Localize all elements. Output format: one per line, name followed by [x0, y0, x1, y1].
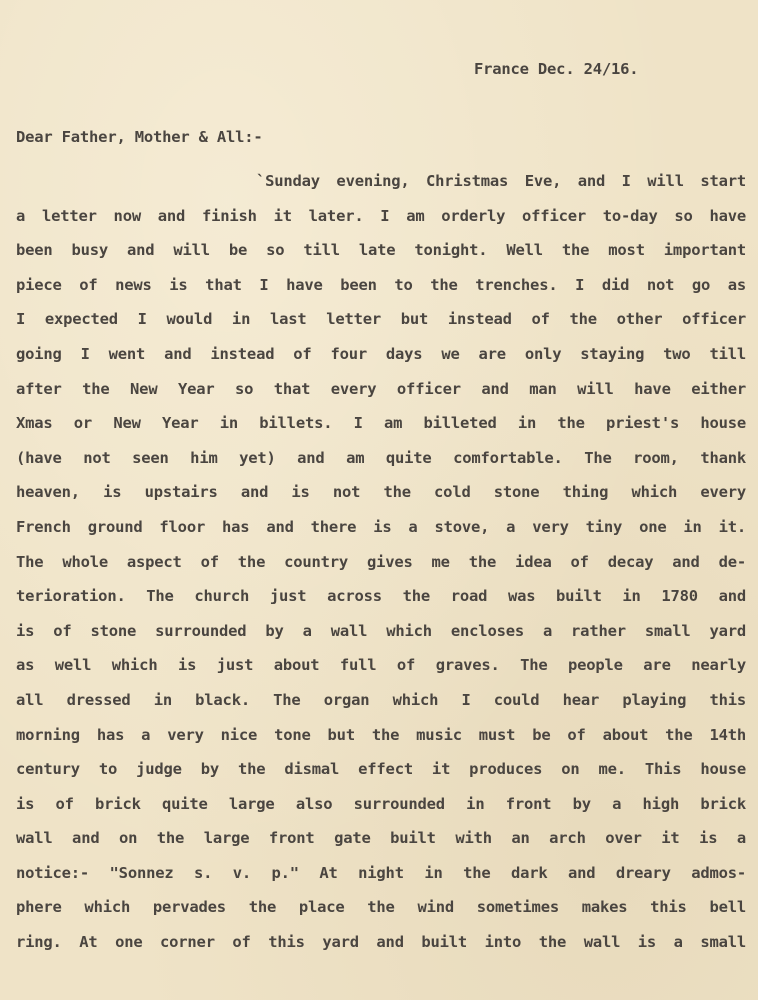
letter-line: notice:- "Sonnez s. v. p." At night in the dark and dreary admos-	[16, 863, 746, 882]
letter-salutation: Dear Father, Mother & All:-	[16, 128, 263, 146]
letter-line: century to judge by the dismal effect it produces on me. This house	[16, 760, 746, 779]
letter-line: a letter now and finish it later. I am orderly officer to-day so have	[16, 206, 746, 225]
letter-line: all dressed in black. The organ which I could hear playing this	[16, 690, 746, 709]
letter-line: wall and on the large front gate built with an arch over it is a	[16, 829, 746, 848]
letter-line: is of stone surrounded by a wall which encloses a rather small yard	[16, 621, 746, 640]
letter-line: after the New Year so that every officer and man will have either	[16, 379, 746, 398]
letter-line: been busy and will be so till late tonight. Well the most important	[16, 241, 746, 260]
letter-line: Xmas or New Year in billets. I am billeted in the priest's house	[16, 414, 746, 433]
letter-line: piece of news is that I have been to the trenches. I did not go as	[16, 275, 746, 294]
letter-body	[16, 170, 746, 966]
letter-line: `Sunday evening, Christmas Eve, and I will start	[256, 172, 746, 190]
letter-line: French ground floor has and there is a stove, a very tiny one in it.	[16, 517, 746, 536]
letter-line: heaven, is upstairs and is not the cold stone thing which every	[16, 483, 746, 502]
letter-line: (have not seen him yet) and am quite comfortable. The room, thank	[16, 448, 746, 467]
letter-line: going I went and instead of four days we are only staying two till	[16, 344, 746, 363]
letter-line: phere which pervades the place the wind sometimes makes this bell	[16, 898, 746, 917]
letter-line: morning has a very nice tone but the music must be of about the 14th	[16, 725, 746, 744]
letter-line: The whole aspect of the country gives me the idea of decay and de-	[16, 552, 746, 571]
letter-dateline: France Dec. 24/16.	[474, 60, 639, 78]
letter-line: ring. At one corner of this yard and built into the wall is a small	[16, 933, 746, 952]
letter-line: I expected I would in last letter but instead of the other officer	[16, 310, 746, 329]
letter-line: as well which is just about full of graves. The people are nearly	[16, 656, 746, 675]
letter-line: terioration. The church just across the road was built in 1780 and	[16, 587, 746, 606]
letter-line: is of brick quite large also surrounded in front by a high brick	[16, 794, 746, 813]
